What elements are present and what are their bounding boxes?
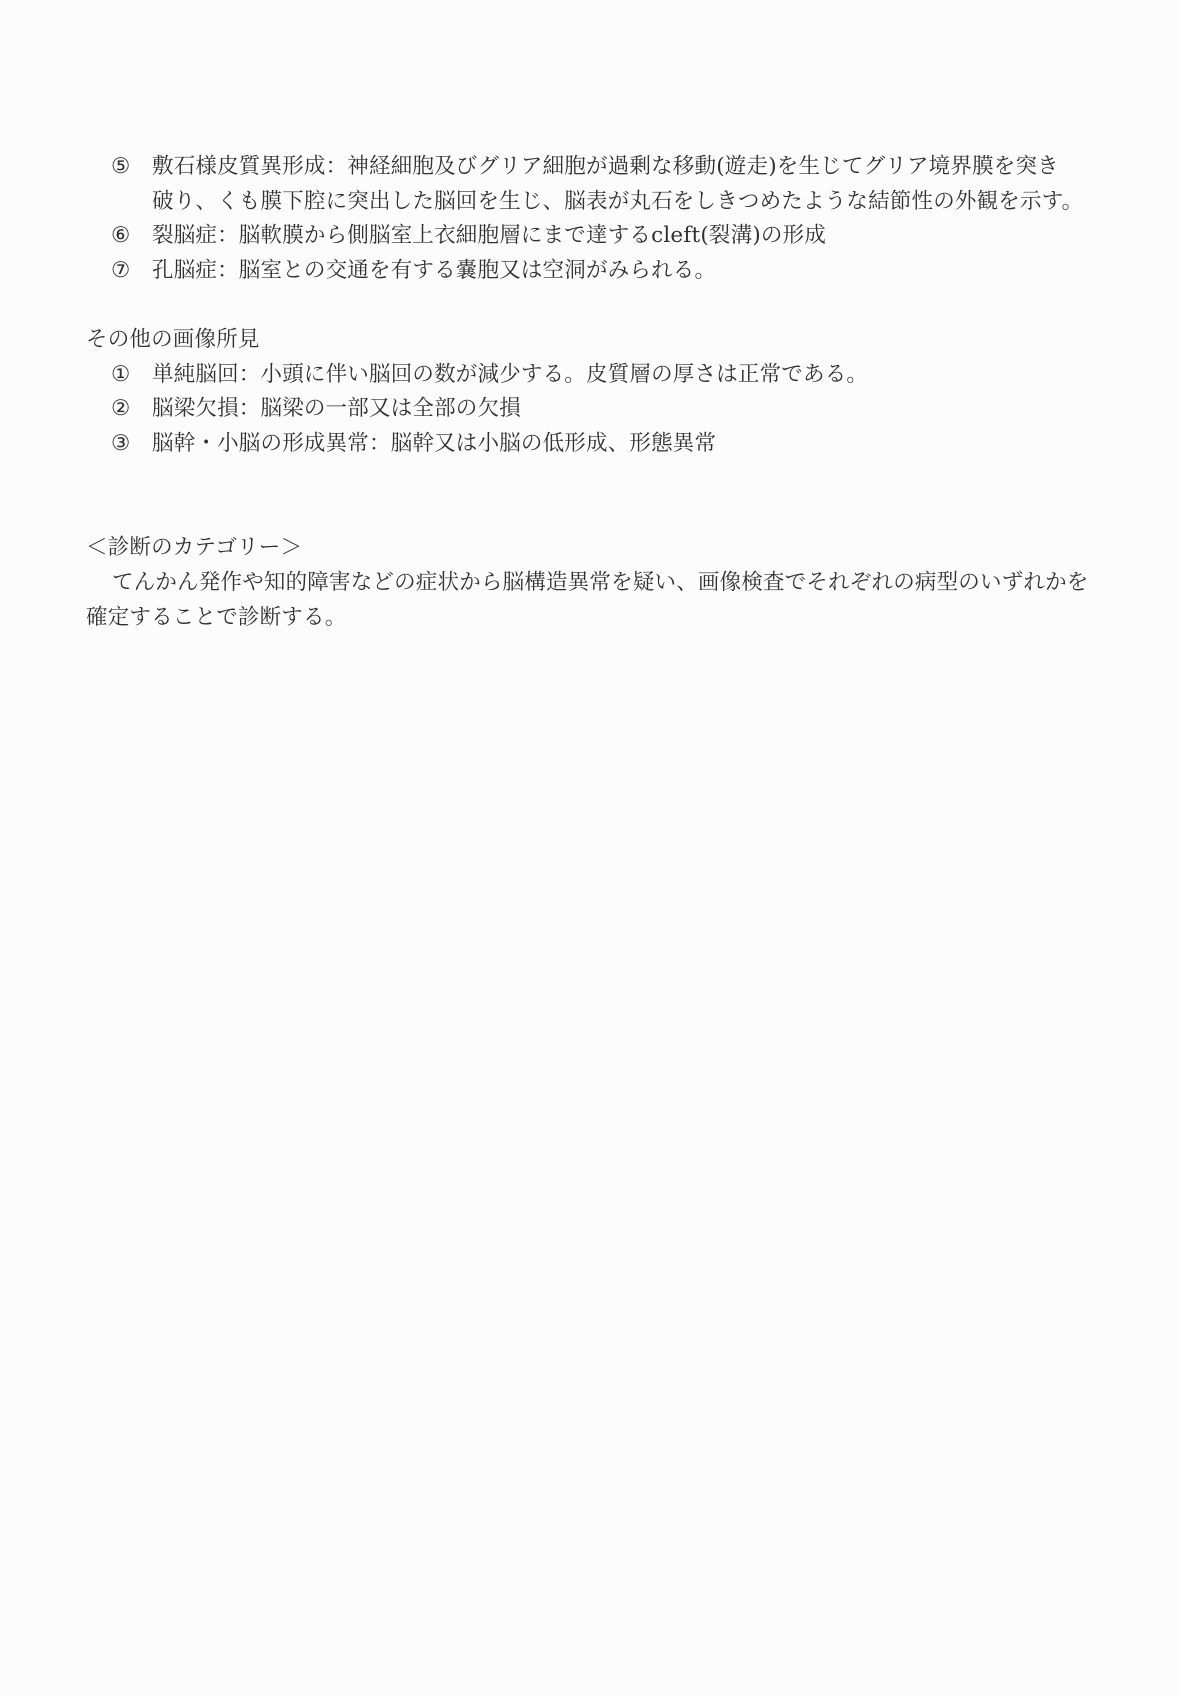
document-content (86, 150, 1096, 635)
list-item-1 (86, 358, 1096, 393)
diagnosis-paragraph (86, 566, 1096, 635)
list-item-text (152, 427, 1096, 462)
text-line: 確定することで診断する。 (86, 604, 347, 630)
text-line: 敷石様皮質異形成：神経細胞及びグリア細胞が過剰な移動(遊走)を生じてグリア境界膜を突き (152, 154, 1059, 179)
text-line: 脳幹・小脳の形成異常：脳幹又は小脳の低形成、形態異常 (152, 430, 717, 456)
circled-number-marker: ③ (111, 430, 131, 456)
circled-number-marker: ⑥ (111, 223, 131, 249)
text-line: てんかん発作や知的障害などの症状から脳構造異常を疑い、画像検査でそれぞれの病型のいずれかを (112, 569, 1089, 595)
section-heading-imaging-findings: その他の画像所見 (86, 326, 260, 352)
circled-number-marker: ① (111, 361, 131, 387)
list-item-text (152, 358, 1096, 393)
list-item-3 (86, 427, 1096, 462)
list-item-text (152, 150, 1096, 219)
circled-number-marker: ② (111, 396, 131, 422)
text-line: 裂脳症：脳軟膜から側脳室上衣細胞層にまで達するcleft(裂溝)の形成 (152, 223, 827, 249)
text-line: 脳梁欠損：脳梁の一部又は全部の欠損 (152, 396, 521, 422)
text-line: 破り、くも膜下腔に突出した脳回を生じ、脳表が丸石をしきつめたような結節性の外観を示す。 (152, 188, 1084, 214)
circled-number-marker: ⑤ (111, 154, 131, 179)
list-item-text (152, 392, 1096, 427)
list-item-text (152, 254, 1096, 289)
list-item-5 (86, 150, 1096, 219)
text-line: 単純脳回：小頭に伴い脳回の数が減少する。皮質層の厚さは正常である。 (152, 361, 869, 387)
circled-number-marker: ⑦ (111, 257, 131, 283)
list-item-2 (86, 392, 1096, 427)
section-heading-diagnosis-category: ＜診断のカテゴリー＞ (86, 535, 303, 561)
text-line: 孔脳症：脳室との交通を有する嚢胞又は空洞がみられる。 (152, 257, 717, 283)
list-item-6 (86, 219, 1096, 254)
list-item-text (152, 219, 1096, 254)
list-item-7 (86, 254, 1096, 289)
